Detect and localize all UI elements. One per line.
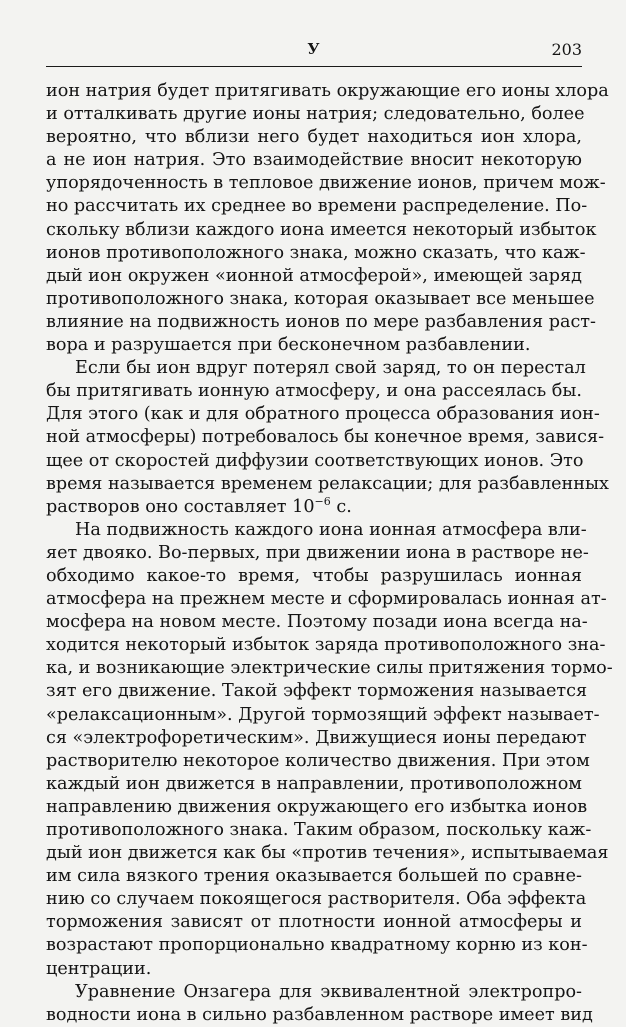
text-line-tail: с. [330,496,352,517]
text-line-content: ионов противоположного знака, можно сказать, что каж- [46,242,586,263]
text-line-content: центрации. [46,958,152,979]
text-line [46,126,582,149]
text-line [46,958,582,981]
text-line-content: торможения зависят от плотности ионной атмосферы и [46,912,582,933]
text-line-content: ся «электрофоретическим». Движущиеся ионы передают [46,727,587,748]
text-line-content: атмосфера на прежнем месте и сформировалась ионная ат- [46,589,607,610]
text-line-content: водности иона в сильно разбавленном растворе имеет вид [46,1004,593,1025]
text-line-content: каждый ион движется в направлении, противоположном [46,773,582,794]
text-line-content: а не ион натрия. Это взаимодействие вносит некоторую [46,150,582,171]
text-line [46,288,595,311]
text-line [46,473,609,496]
text-line [46,588,607,611]
text-line [46,704,600,727]
text-line-content: ходится некоторый избыток заряда противоположного зна- [46,635,606,656]
text-line-content: бы притягивать ионную атмосферу, и она рассеялась бы. [46,381,582,402]
text-line [46,496,582,519]
text-line [46,519,587,542]
text-line [46,265,582,288]
text-line [46,380,582,403]
text-line [46,1004,593,1027]
text-line [46,403,600,426]
text-line-content: им сила вязкого трения оказывается большей по сравне- [46,866,582,887]
text-line [46,773,582,796]
superscript-exponent: −6 [314,494,331,508]
text-line-content: время называется временем релаксации; для разбавленных [46,473,609,494]
text-line-content: ка, и возникающие электрические силы притяжения тормо- [46,658,613,679]
text-line [46,911,582,934]
text-line-content: нию со случаем покоящегося растворителя. Оба эффекта [46,889,587,910]
text-line [46,750,590,773]
text-line-content: растворителю некоторое количество движения. При этом [46,750,590,771]
page-header [46,40,582,68]
page-number: 203 [551,40,582,59]
text-line [46,865,582,888]
text-line-content: дый ион движется как бы «против течения», испытываемая [46,843,609,864]
text-line-content: На подвижность каждого иона ионная атмосфера вли- [75,519,587,540]
text-line-content: влияние на подвижность ионов по мере разбавления раст- [46,311,596,332]
text-line-content: и отталкивать другие ионы натрия; следовательно, более [46,104,585,125]
text-line [46,819,592,842]
text-line [46,657,613,680]
text-line [46,542,589,565]
text-line [46,727,587,750]
text-line-content: растворов оно составляет 10 [46,496,315,517]
text-line [46,242,586,265]
text-line [46,796,588,819]
text-line-content: вора и разрушается при бесконечном разбавлении. [46,335,531,356]
text-line [46,634,606,657]
text-line-content: но рассчитать их среднее во времени распределение. По- [46,196,588,217]
text-line-content: возрастают пропорционально квадратному корню из кон- [46,935,588,956]
text-line [46,219,597,242]
text-line-content: ион натрия будет притягивать окружающие его ионы хлора [46,81,609,101]
text-line [46,149,582,172]
text-line-content: мосфера на новом месте. Поэтому позади иона всегда на- [46,612,588,633]
text-line [46,357,586,380]
text-line [46,888,587,911]
text-line-content: вероятно, что вблизи него будет находиться ион хлора, [46,127,582,148]
text-line [46,172,606,195]
text-line-content: Если бы ион вдруг потерял свой заряд, то он перестал [75,358,586,379]
body-text [46,80,613,1027]
text-line [46,450,582,473]
text-line [46,680,588,703]
text-line [46,80,609,103]
text-line-content: противоположного знака, которая оказывает все меньшее [46,288,595,309]
text-line [46,426,605,449]
text-line-content: скольку вблизи каждого иона имеется некоторый избыток [46,219,597,240]
running-head: У [307,40,321,58]
text-line-content: яет двояко. Во-первых, при движении иона в растворе не- [46,542,589,563]
text-line-content: обходимо какое-то время, чтобы разрушилась ионная [46,565,582,586]
text-line-content: упорядоченность в тепловое движение ионов, причем мож- [46,173,606,194]
text-line-content: «релаксационным». Другой тормозящий эффект называет- [46,704,600,725]
text-line-content: направлению движения окружающего его избытка ионов [46,796,588,817]
text-line [46,981,582,1004]
text-line-content: дый ион окружен «ионной атмосферой», имеющей заряд [46,265,582,286]
text-line [46,311,596,334]
text-line-content: Уравнение Онзагера для эквивалентной электропро- [75,981,582,1002]
text-line [46,334,582,357]
header-rule [46,66,582,67]
text-line [46,934,588,957]
text-line [46,195,588,218]
text-line [46,842,609,865]
text-line [46,103,585,126]
text-line-content: щее от скоростей диффузии соответствующих ионов. Это [46,450,584,471]
text-line-content: Для этого (как и для обратного процесса образования ион- [46,404,600,425]
text-line-content: зят его движение. Такой эффект торможения называется [46,681,588,702]
text-line-content: ной атмосферы) потребовалось бы конечное время, завися- [46,427,605,448]
text-line [46,565,582,588]
text-line-content: противоположного знака. Таким образом, поскольку каж- [46,820,592,840]
text-line [46,611,588,634]
